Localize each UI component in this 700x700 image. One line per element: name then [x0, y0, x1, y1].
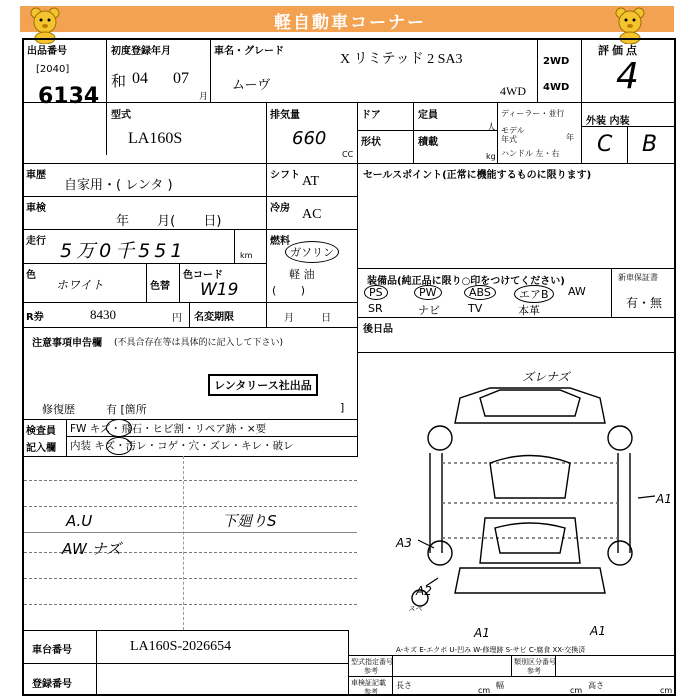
repair-close: ] — [340, 401, 345, 414]
diagram-left-mark-2: A2 — [416, 584, 432, 598]
name-change-value: 月 日 — [284, 313, 332, 324]
inspector-label-2: 記入欄 — [26, 443, 56, 454]
notes-sub: (不具合存在等は具体的に記入して下さい) — [114, 338, 284, 348]
rental-stamp: レンタリース社出品 — [208, 374, 318, 396]
class-number-label: 類別区分番号 — [514, 658, 556, 666]
equipment-label: 装備品(純正品に限り○印をつけてください) — [367, 276, 565, 287]
rating-label: 評価点 — [598, 44, 640, 57]
lot-number: 6134 — [38, 84, 100, 109]
handwritten-1: A.U — [66, 512, 93, 530]
lot-sub: [2040] — [36, 64, 70, 75]
first-reg-month: 07 — [173, 70, 189, 87]
inspector-circle-1 — [106, 419, 132, 437]
model-designation-label: 型式指定番号 — [351, 658, 393, 666]
chassis-value: LA160S-2026654 — [130, 639, 232, 654]
history-value: 自家用・( レンタ ) — [64, 178, 173, 193]
capacity-label: 定員 — [418, 110, 438, 121]
interior-grade: B — [642, 132, 658, 157]
registration-label: 登録番号 — [32, 679, 72, 690]
height-label: 高さ — [588, 681, 604, 690]
shape-label: 形状 — [361, 137, 381, 148]
notes-label: 注意事項申告欄 — [32, 338, 102, 349]
fuel-blank: ( ) — [272, 284, 306, 297]
fuel-label: 燃料 — [270, 236, 290, 247]
inspection-label: 車検 — [26, 203, 46, 214]
diagram-bottom-mark-left: A1 — [474, 626, 490, 640]
warranty-value: 有・無 — [626, 296, 663, 310]
history-label: 車歴 — [26, 170, 46, 181]
repair-value: 有 [箇所 — [106, 403, 147, 416]
repair-label: 修復歴 — [42, 403, 75, 416]
recycle-value: 8430 — [90, 307, 116, 322]
dealer-year: 年式 — [501, 135, 517, 144]
car-grade: X リミテッド 2 SA3 — [340, 52, 463, 67]
capacity-unit: 人 — [487, 123, 497, 133]
model-designation-sub: 参考 — [364, 667, 378, 675]
drive-2wd: 2WD — [543, 56, 570, 67]
diagram-left-mark-1: A3 — [396, 536, 412, 550]
diagram-right-mark: A1 — [656, 492, 672, 506]
ac-value: AC — [302, 207, 322, 222]
doors-label: ドア — [361, 110, 381, 121]
fuel-diesel: 軽 油 — [289, 268, 315, 281]
inspector-row1: FW キズ・飛石・ヒビ割・リペア跡・×要 — [70, 423, 267, 435]
diagram-top-note: ズレナズ — [522, 370, 570, 384]
dealer-year-unit: 年 — [566, 133, 574, 142]
model-label: 型式 — [111, 110, 131, 121]
equipment-item: ナビ — [418, 304, 440, 317]
name-change-label: 名変期限 — [194, 312, 234, 323]
inspection-value: 年 月( 日) — [116, 214, 222, 229]
handwritten-3: AW ナズ — [62, 540, 121, 558]
first-reg-label: 初度登録年月 — [111, 46, 171, 57]
first-reg-month-unit: 月 — [199, 92, 209, 102]
inspector-row2: 内装 キズ・汚レ・コゲ・穴・ズレ・キレ・破レ — [70, 440, 294, 452]
ext-int-label: 外装 内装 — [586, 116, 630, 127]
equipment-item: 本革 — [518, 304, 540, 317]
sales-point-label: セールスポイント(正常に機能するものに限ります) — [363, 170, 592, 181]
rear-seat-label: 後日品 — [363, 324, 393, 335]
equipment-item: PS — [364, 285, 388, 300]
displacement-value: 660 — [292, 128, 327, 149]
chassis-label: 車台番号 — [32, 645, 72, 656]
shift-label: シフト — [270, 170, 300, 181]
equipment-item: AW — [568, 285, 586, 298]
width-unit: cm — [570, 686, 583, 695]
width-label: 幅 — [496, 681, 504, 690]
length-unit: cm — [478, 686, 491, 695]
length-label: 長さ — [396, 681, 412, 690]
mileage-unit: km — [240, 251, 253, 260]
rating-value: 4 — [616, 56, 639, 97]
shift-value: AT — [302, 174, 320, 189]
inspector-circle-2 — [106, 437, 132, 455]
cert-sub: 参考 — [364, 688, 378, 696]
equipment-row2 — [360, 301, 610, 317]
drive-selected: 4WD — [500, 84, 526, 98]
exterior-grade: C — [597, 132, 613, 157]
equipment-item: TV — [468, 302, 483, 315]
first-reg-era: 和 — [111, 72, 127, 90]
diagram-small-note: スペ — [408, 605, 422, 613]
diagram-bottom-mark-right: A1 — [590, 624, 606, 638]
warranty-label: 新車保証書 — [618, 273, 658, 282]
car-name-label: 車名・グレード — [214, 46, 284, 57]
header-title: 軽自動車コーナー — [274, 13, 426, 33]
equipment-item: ABS — [464, 285, 496, 300]
color-code-label: 色コード — [183, 270, 223, 281]
equipment-item: PW — [414, 285, 442, 300]
car-name: ムーヴ — [232, 77, 271, 92]
cert-label: 車検証記載 — [351, 679, 386, 687]
lot-label: 出品番号 — [27, 46, 67, 57]
recycle-unit: 円 — [172, 313, 182, 324]
class-number-sub: 参考 — [527, 667, 541, 675]
handwritten-2: 下廻りS — [222, 512, 277, 530]
dealer-handle: ハンドル 左・右 — [501, 149, 560, 158]
equipment-item: SR — [368, 302, 383, 315]
color-code: W19 — [200, 280, 239, 300]
color-label: 色 — [26, 270, 36, 281]
displacement-label: 排気量 — [270, 110, 300, 121]
color-change-label: 色替 — [150, 281, 170, 292]
mileage-value: 5万0千551 — [60, 240, 187, 262]
equipment-item: エアB — [514, 285, 554, 303]
model-value: LA160S — [128, 130, 183, 147]
load-unit: kg — [486, 152, 496, 161]
displacement-unit: CC — [342, 150, 354, 159]
load-label: 積載 — [418, 137, 438, 148]
ac-label: 冷房 — [270, 203, 290, 214]
recycle-label: R券 — [26, 312, 44, 323]
dealer-model: モデル — [501, 126, 525, 135]
dealer-line1: ディーラー・並行 — [501, 109, 565, 118]
height-unit: cm — [660, 686, 673, 695]
fuel-petrol: ガソリン — [290, 246, 334, 259]
equipment-row1 — [360, 284, 610, 301]
mileage-label: 走行 — [26, 236, 46, 247]
damage-legend: A-キズ E-エクボ U-凹み W-修理跡 S-サビ C-腐食 XX-交換済 — [396, 646, 586, 654]
color-value: ホワイト — [56, 278, 104, 292]
first-reg-year: 04 — [132, 70, 148, 87]
car-damage-diagram — [400, 368, 660, 618]
inspector-label-1: 検査員 — [26, 426, 56, 437]
drive-4wd: 4WD — [543, 82, 570, 93]
